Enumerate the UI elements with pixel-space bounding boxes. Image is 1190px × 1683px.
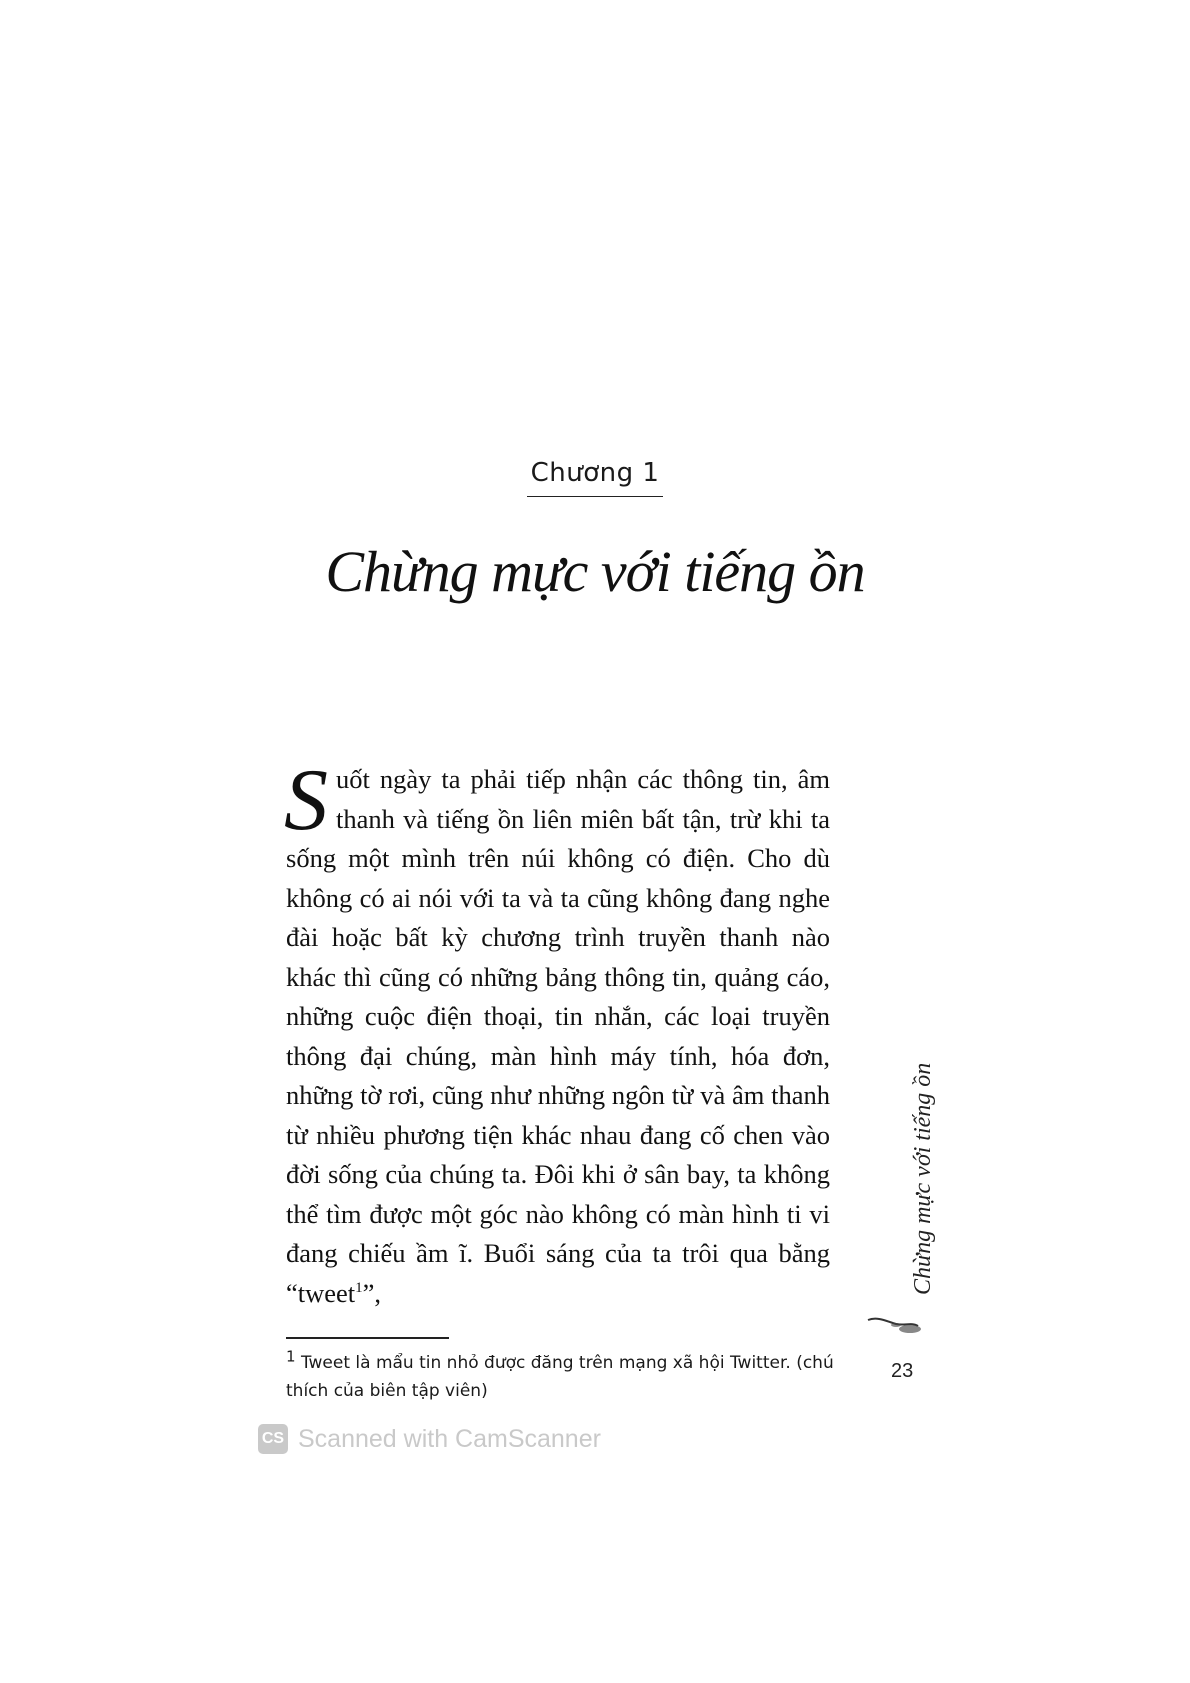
- footnote-reference: 1: [355, 1279, 363, 1296]
- watermark-text: Scanned with CamScanner: [298, 1424, 601, 1453]
- chapter-label-container: [0, 458, 1190, 497]
- footnote: [286, 1349, 834, 1405]
- body-text: uốt ngày ta phải tiếp nhận các thông tin, âm thanh và tiếng ồn liên miên bất tận, trừ khi ta sống một mình trên núi không có điện. Cho dù không có ai nói với ta và ta cũng không đang nghe đài hoặc bất kỳ chương trình truyền thanh nào khác thì cũng có những bảng thông tin, quảng cáo, những cuộc điện thoại, tin nhắn, các loại truyền thông đại chúng, màn hình máy tính, hóa đơn, những tờ rơi, cũng như những ngôn từ và âm thanh từ nhiều phương tiện khác nhau đang cố chen vào đời sống của chúng ta. Đôi khi ở sân bay, ta không thể tìm được một góc nào không có màn hình ti vi đang chiếu ầm ĩ. Buổi sáng của ta trôi qua bằng “tweet: [286, 764, 830, 1308]
- body-paragraph: [284, 752, 830, 1313]
- camscanner-watermark: [258, 1424, 601, 1454]
- flourish-ornament: [866, 1312, 926, 1338]
- footnote-text: Tweet là mẩu tin nhỏ được đăng trên mạng xã hội Twitter. (chú thích của biên tập viên): [286, 1353, 834, 1401]
- page-number: 23: [891, 1360, 914, 1382]
- camscanner-logo-icon: CS: [258, 1424, 288, 1454]
- drop-cap: S: [284, 752, 328, 849]
- chapter-label: Chương 1: [527, 458, 664, 497]
- chapter-title: Chừng mực với tiếng ồn: [325, 539, 865, 604]
- running-header: Chừng mực với tiếng ồn: [910, 1062, 936, 1295]
- footnote-marker: 1: [286, 1347, 296, 1366]
- footnote-divider: [286, 1337, 449, 1339]
- body-text-end: ”,: [362, 1277, 382, 1308]
